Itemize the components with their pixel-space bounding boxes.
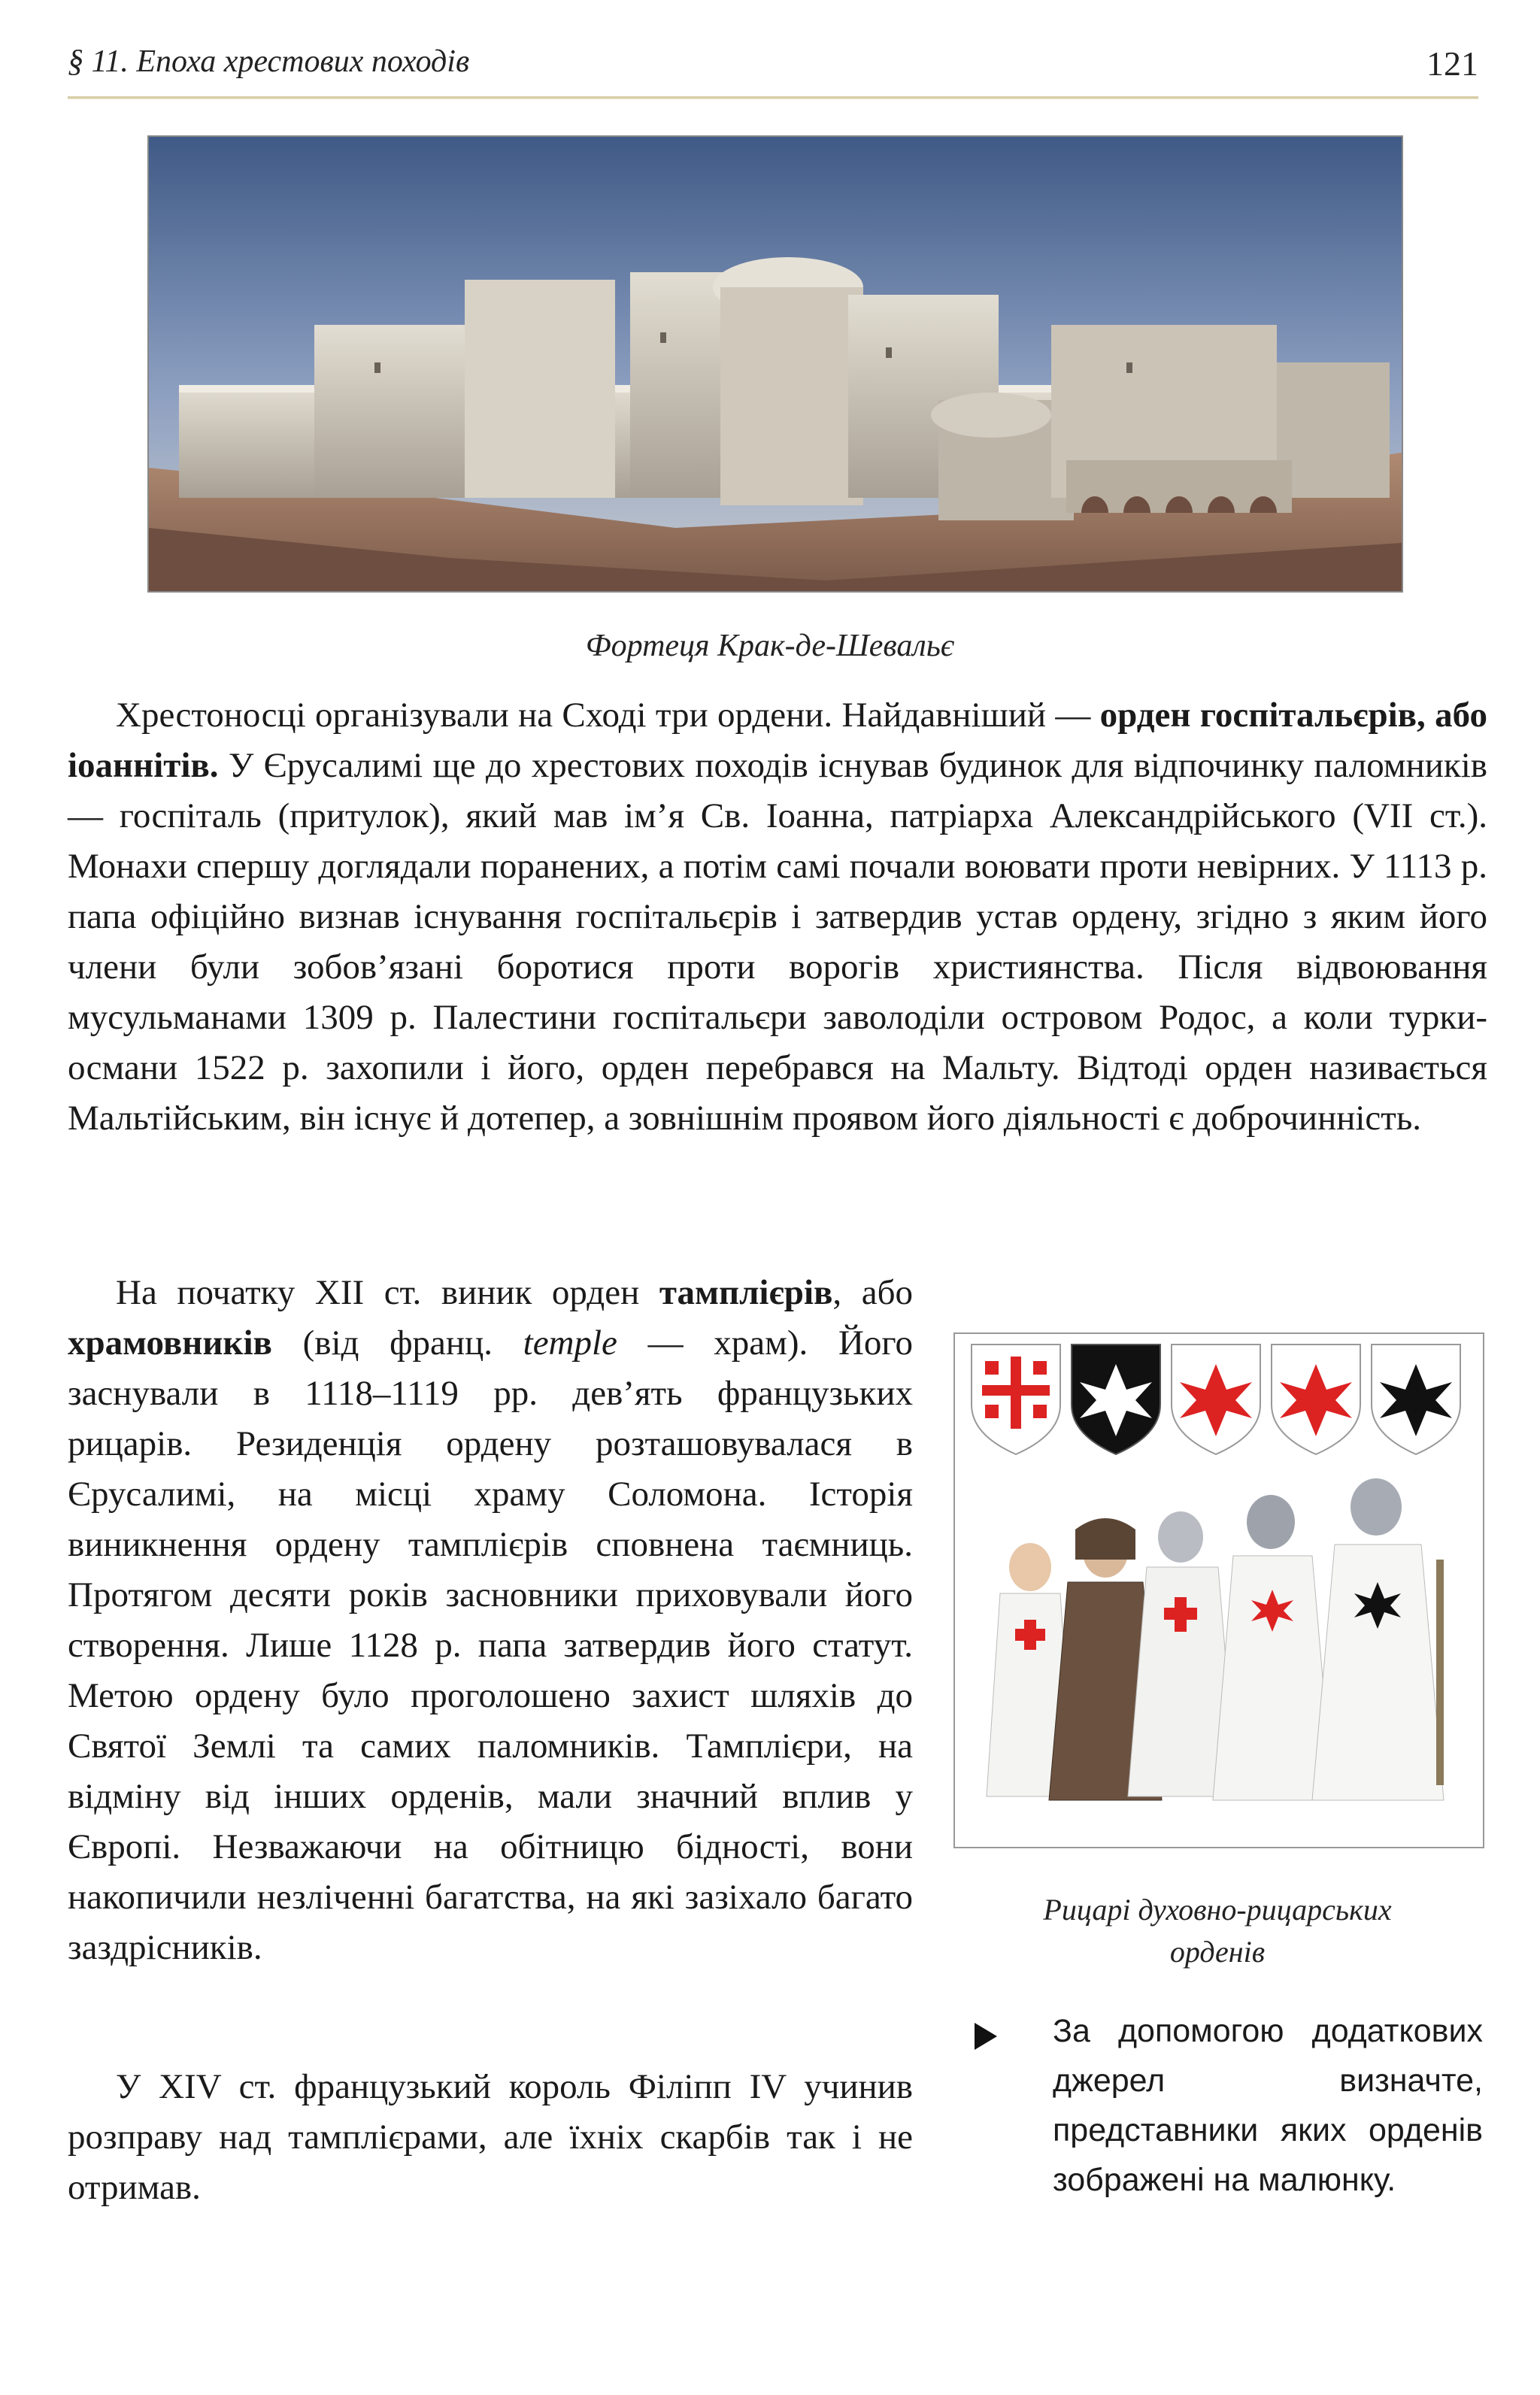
paragraph-text: , або	[832, 1273, 913, 1312]
knights-caption-line: орденів	[1169, 1935, 1266, 1969]
bold-term: орден госпітальєрів, або іоаннітів.	[68, 696, 1487, 785]
running-title: § 11. Епоха хрестових походів	[68, 44, 470, 79]
bold-term: храмовників	[68, 1323, 272, 1363]
paragraph-hospitallers	[68, 690, 1487, 1144]
paragraph-text: Хрестоносці організували на Сході три ордени. Найдавніший —	[116, 696, 1100, 735]
task-text: За допомогою додаткових джерел визначте, представники яких орденів зображені на малюнку.	[1053, 2013, 1483, 2198]
knights-caption	[953, 1889, 1481, 1973]
knights-caption-line: Рицарі духовно-рицарських	[1043, 1893, 1392, 1927]
task-arrow-icon	[975, 2023, 997, 2050]
paragraph-text: (від франц.	[271, 1323, 523, 1363]
castle-caption: Фортеця Крак-де-Шевальє	[585, 629, 955, 663]
castle-illustration	[149, 137, 1402, 591]
bold-term: тамплієрів	[659, 1273, 833, 1312]
knights-drawing	[955, 1334, 1483, 1847]
castle-photo	[147, 135, 1403, 593]
paragraph-philip: У XIV ст. французький король Філіпп IV учинив розправу над тамплієрами, але їхніх скарбів так і не отримав.	[68, 2067, 913, 2207]
paragraph-text: — храм). Його заснували в 1118–1119 рр. дев’ять французьких рицарів. Резиденція ордену розташовувалася в Єрусалимі, на місці храму Соломона. Історія виникнення ордену тамплієрів сповнена таємниць. Протягом десяти років засновники приховували його створення. Лише 1128 р. папа затвердив його статут. Метою ордену було проголошено захист шляхів до Святої Землі та самих паломників. Тамплієри, на відміну від інших орденів, мали значний вплив у Європі. Незважаючи на обітницю бідності, вони накопичили незліченні багатства, на які зазіхало багато заздрісників.	[68, 1323, 913, 1967]
page-number: 121	[1426, 44, 1478, 83]
knights-illustration	[953, 1332, 1484, 1848]
paragraph-text: У Єрусалимі ще до хрестових походів існував будинок для відпочинку паломників — госпіталь (притулок), який мав ім’я Св. Іоанна, патріарха Александрійського (VII ст.). Монахи спершу доглядали поранених, а потім самі почали воювати проти невірних. У 1113 р. папа офіційно визнав існування госпітальєрів і затвердив устав ордену, згідно з яким його члени були зобов’язані боротися проти ворогів християнства. Після відвоювання мусульманами 1309 р. Палестини госпітальєри заволоділи островом Родос, а коли турки-османи 1522 р. захопили і його, орден перебрався на Мальту. Відтоді орден називається Мальтійським, він існує й дотепер, а зовнішнім проявом його діяльності є доброчинність.	[68, 746, 1487, 1138]
italic-term: temple	[523, 1323, 617, 1363]
paragraph-templars	[68, 1268, 913, 1973]
header-rule	[68, 96, 1478, 99]
paragraph-text: На початку XII ст. виник орден	[116, 1273, 659, 1312]
